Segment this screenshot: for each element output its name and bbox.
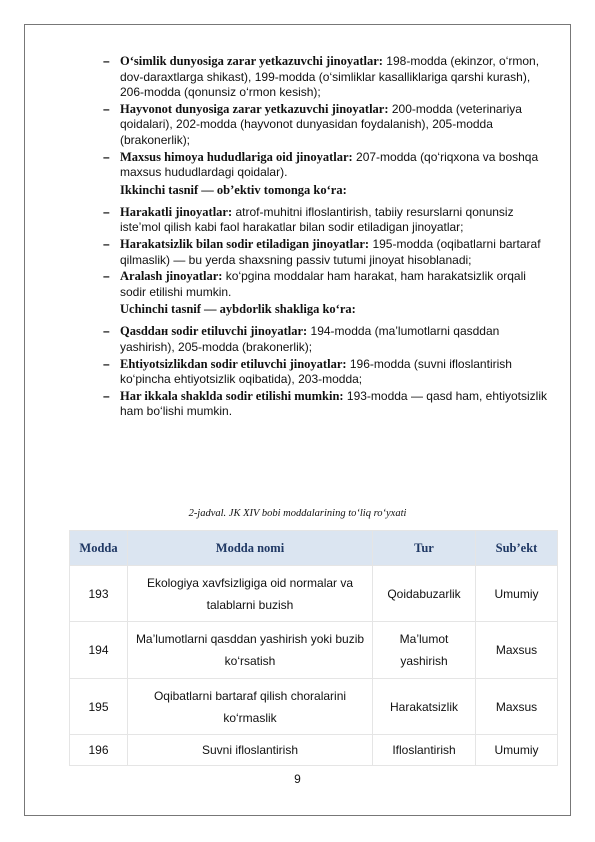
list-item — [103, 324, 555, 355]
list-item — [103, 54, 555, 101]
list-item — [103, 150, 555, 181]
bullet-dash: – — [103, 388, 110, 403]
bullet-dash: – — [103, 101, 110, 116]
table-header-row — [70, 531, 558, 566]
item-term: Harakatli jinoyatlar: — [120, 204, 233, 219]
item-text: atrof-muhitni ifloslantirish, tabiiy resurslarni qonunsiz iste’mol qilish kabi faol harakatlar bilan sodir etiladigan jinoyatlar; — [120, 204, 514, 235]
item-text: 193-modda — qasd ham, ehtiyotsizlik ham bo‘lishi mumkin. — [120, 388, 547, 419]
column-header: Sub’ekt — [476, 531, 558, 566]
table-cell: Suvni ifloslantirish — [128, 735, 373, 766]
table-cell: 193 — [70, 566, 128, 622]
item-text: 194-modda (ma’lumotlarni qasddan yashirish), 205-modda (brakonerlik); — [120, 324, 500, 354]
page-number: 9 — [294, 772, 301, 786]
bullet-dash: – — [103, 269, 110, 284]
item-term: Aralash jinoyatlar: — [120, 269, 223, 284]
table-cell: Ifloslantirish — [373, 735, 476, 766]
table-row — [70, 679, 558, 735]
table-cell: Qoidabuzarlik — [373, 566, 476, 622]
item-text: 196-modda (suvni ifloslantirish ko‘pincha ehtiyotsizlik oqibatida), 203-modda; — [120, 356, 512, 387]
document-body — [103, 54, 555, 421]
table-cell: 196 — [70, 735, 128, 766]
item-text: 207-modda (qo‘riqxona va boshqa maxsus hududlardagi qoidalar). — [120, 149, 539, 180]
column-header: Tur — [373, 531, 476, 566]
item-term: Maxsus himoya hududlariga oid jinoyatlar: — [120, 149, 353, 164]
table-cell: Ma’lumot yashirish — [373, 622, 476, 679]
table-caption: 2-jadval. JK XIV bobi moddalarining to‘liq ro‘yxati — [188, 508, 407, 519]
articles-table — [69, 530, 558, 766]
bullet-dash: – — [103, 54, 110, 68]
item-term: Hayvonot dunyosiga zarar yetkazuvchi jinoyatlar: — [120, 101, 389, 116]
table-row — [70, 735, 558, 766]
table-cell: Maxsus — [476, 622, 558, 679]
list-item — [103, 205, 555, 236]
list-item — [103, 102, 555, 149]
bullet-dash: – — [103, 149, 110, 164]
list-item — [103, 357, 555, 388]
item-term: Ehtiyotsizlikdan sodir etiluvchi jinoyatlar: — [120, 356, 347, 371]
table-cell: Umumiy — [476, 735, 558, 766]
table-cell: 195 — [70, 679, 128, 735]
table-cell: 194 — [70, 622, 128, 679]
table-row — [70, 566, 558, 622]
table-cell: Ekologiya xavfsizligiga oid normalar va talablarni buzish — [128, 566, 373, 622]
bullet-dash: – — [103, 236, 110, 251]
column-header: Modda — [70, 531, 128, 566]
item-text: ko‘pgina moddalar ham harakat, ham harakatsizlik orqali sodir etilishi mumkin. — [120, 269, 526, 299]
table-cell: Ma’lumotlarni qasddan yashirish yoki buzib ko‘rsatish — [128, 622, 373, 679]
item-term: Harakatsizlik bilan sodir etiladigan jinoyatlar: — [120, 236, 370, 251]
bullet-dash: – — [103, 204, 110, 219]
table-cell: Harakatsizlik — [373, 679, 476, 735]
section-heading: Ikkinchi tasnif — ob’ektiv tomonga ko‘ra: — [120, 182, 347, 197]
table-cell: Oqibatlarni bartaraf qilish choralarini ko‘rmaslik — [128, 679, 373, 735]
list-item — [103, 389, 555, 420]
bullet-dash: – — [103, 356, 110, 371]
column-header: Modda nomi — [128, 531, 373, 566]
item-term: O‘simlik dunyosiga zarar yetkazuvchi jinoyatlar: — [120, 54, 383, 68]
list-item — [103, 269, 555, 300]
list-item — [103, 237, 555, 268]
table-row — [70, 622, 558, 679]
item-term: Qasddaн sodir etiluvchi jinoyatlar: — [120, 324, 308, 339]
table-cell: Umumiy — [476, 566, 558, 622]
item-term: Har ikkala shaklda sodir etilishi mumkin: — [120, 388, 344, 403]
bullet-dash: – — [103, 324, 110, 339]
item-text: 198-modda (ekinzor, o‘rmon, dov-daraxtlarga shikast), 199-modda (o‘simliklar kasalliklariga qarshi kurash), 206-modda (qonunsiz o‘rmon kesish); — [120, 54, 540, 100]
item-text: 195-modda (oqibatlarni bartaraf qilmaslik) — bu yerda shaxsning passiv tutumi jinoyat hisoblanadi; — [120, 236, 541, 267]
item-text: 200-modda (veterinariya qoidalari), 202-modda (hayvonot dunyasidan foydalanish), 205-modda (brakonerlik); — [120, 101, 522, 147]
table-cell: Maxsus — [476, 679, 558, 735]
section-heading: Uchinchi tasnif — aybdorlik shakliga ko‘ra: — [120, 302, 356, 317]
